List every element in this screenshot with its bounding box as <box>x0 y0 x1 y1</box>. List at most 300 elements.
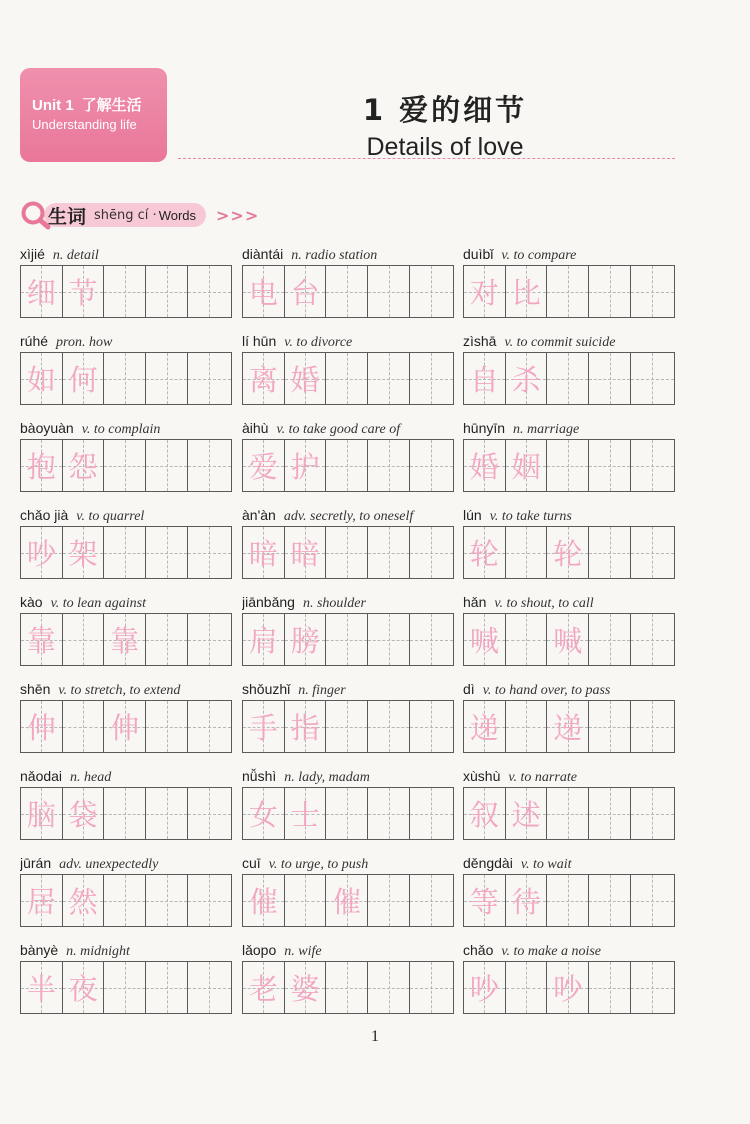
writing-grid <box>463 352 675 405</box>
writing-cell[interactable] <box>506 353 548 404</box>
vocab-item <box>463 592 675 664</box>
writing-cell[interactable] <box>547 527 589 578</box>
trace-character: 暗 <box>248 537 278 571</box>
writing-grid <box>242 526 454 579</box>
vocab-label <box>463 679 675 699</box>
writing-cell[interactable] <box>410 701 453 752</box>
vocab-label <box>463 853 675 873</box>
writing-grid <box>242 787 454 840</box>
chevrons-right-icon: >>> <box>216 205 260 225</box>
writing-cell[interactable] <box>188 962 231 1013</box>
writing-cell[interactable] <box>368 266 410 317</box>
trace-character: 婆 <box>290 972 320 1006</box>
writing-grid <box>463 961 675 1014</box>
vocab-label <box>242 418 454 438</box>
writing-cell[interactable] <box>326 788 368 839</box>
vocab-label <box>20 418 232 438</box>
section-label-pinyin: shēng cí · <box>94 207 157 223</box>
lesson-title <box>300 88 590 162</box>
vocab-definition: v. to urge, to push <box>268 857 369 872</box>
vocab-pinyin: lǎopo <box>242 942 277 958</box>
words-section-header <box>20 200 259 230</box>
vocab-pinyin: àihù <box>242 420 269 436</box>
writing-cell[interactable] <box>243 614 285 665</box>
trace-character: 伸 <box>110 711 140 745</box>
vocab-definition: v. to divorce <box>284 335 353 350</box>
vocab-pinyin: jiānbǎng <box>242 594 295 610</box>
vocab-item <box>463 766 675 838</box>
writing-cell[interactable] <box>188 875 231 926</box>
writing-cell[interactable] <box>243 788 285 839</box>
vocab-item <box>242 940 454 1012</box>
vocab-label <box>463 766 675 786</box>
trace-character: 然 <box>68 885 98 919</box>
vocab-label <box>463 505 675 525</box>
trace-character: 对 <box>469 276 499 310</box>
vocab-item <box>463 505 675 577</box>
trace-character: 待 <box>511 885 541 919</box>
trace-character: 台 <box>290 276 320 310</box>
writing-cell[interactable] <box>326 701 368 752</box>
writing-cell[interactable] <box>188 440 231 491</box>
writing-cell[interactable] <box>21 353 63 404</box>
writing-cell[interactable] <box>63 266 105 317</box>
vocab-pinyin: hǎn <box>463 594 487 610</box>
writing-cell[interactable] <box>589 266 631 317</box>
writing-cell[interactable] <box>368 527 410 578</box>
magnifier-icon <box>20 200 54 230</box>
trace-character: 半 <box>26 972 56 1006</box>
vocab-item <box>242 592 454 664</box>
trace-character: 婚 <box>290 363 320 397</box>
writing-cell[interactable] <box>464 527 506 578</box>
writing-cell[interactable] <box>326 440 368 491</box>
writing-grid <box>20 700 232 753</box>
trace-character: 靠 <box>110 624 140 658</box>
writing-cell[interactable] <box>285 614 327 665</box>
unit-title-en: Understanding life <box>32 117 137 132</box>
vocab-item <box>20 940 232 1012</box>
vocab-definition: v. to take turns <box>489 509 572 524</box>
vocab-item <box>20 418 232 490</box>
writing-cell[interactable] <box>506 440 548 491</box>
writing-cell[interactable] <box>104 962 146 1013</box>
writing-cell[interactable] <box>506 614 548 665</box>
writing-cell[interactable] <box>410 962 453 1013</box>
vocab-definition: adv. secretly, to oneself <box>283 509 414 524</box>
trace-character: 膀 <box>290 624 320 658</box>
writing-cell[interactable] <box>410 266 453 317</box>
writing-cell[interactable] <box>464 788 506 839</box>
writing-cell[interactable] <box>21 701 63 752</box>
vocab-item <box>463 418 675 490</box>
vocab-item <box>20 331 232 403</box>
writing-cell[interactable] <box>104 788 146 839</box>
writing-cell[interactable] <box>63 788 105 839</box>
vocab-definition: v. to narrate <box>508 770 577 785</box>
vocab-definition: v. to make a noise <box>501 944 602 959</box>
trace-character: 架 <box>68 537 98 571</box>
writing-cell[interactable] <box>21 266 63 317</box>
writing-cell[interactable] <box>188 701 231 752</box>
page-number: 1 <box>371 1028 379 1045</box>
vocab-definition: n. finger <box>298 683 346 698</box>
writing-grid <box>463 526 675 579</box>
vocab-label <box>20 505 232 525</box>
writing-cell[interactable] <box>188 266 231 317</box>
writing-grid <box>20 265 232 318</box>
writing-cell[interactable] <box>188 527 231 578</box>
writing-cell[interactable] <box>464 962 506 1013</box>
writing-cell[interactable] <box>410 614 453 665</box>
writing-cell[interactable] <box>104 875 146 926</box>
vocab-pinyin: nǚshì <box>242 768 277 784</box>
writing-cell[interactable] <box>285 440 327 491</box>
trace-character: 靠 <box>26 624 56 658</box>
writing-cell[interactable] <box>63 353 105 404</box>
vocab-definition: adv. unexpectedly <box>59 857 159 872</box>
vocab-definition: n. wife <box>284 944 322 959</box>
vocab-pinyin: shēn <box>20 681 51 697</box>
writing-cell[interactable] <box>104 266 146 317</box>
trace-character: 夜 <box>68 972 98 1006</box>
vocab-label <box>242 592 454 612</box>
writing-grid <box>242 961 454 1014</box>
vocab-label <box>242 505 454 525</box>
trace-character: 护 <box>290 450 320 484</box>
writing-grid <box>463 439 675 492</box>
writing-cell[interactable] <box>506 701 548 752</box>
vocab-label <box>20 679 232 699</box>
writing-cell[interactable] <box>326 527 368 578</box>
writing-cell[interactable] <box>506 875 548 926</box>
writing-cell[interactable] <box>243 266 285 317</box>
vocab-item <box>242 853 454 925</box>
writing-cell[interactable] <box>631 527 674 578</box>
vocab-item <box>242 244 454 316</box>
writing-grid <box>242 613 454 666</box>
writing-cell[interactable] <box>631 440 674 491</box>
trace-character: 女 <box>248 798 278 832</box>
trace-character: 指 <box>290 711 320 745</box>
writing-cell[interactable] <box>368 875 410 926</box>
trace-character: 如 <box>26 363 56 397</box>
writing-cell[interactable] <box>464 353 506 404</box>
vocab-definition: v. to wait <box>520 857 572 872</box>
vocab-pinyin: děngdài <box>463 855 513 871</box>
writing-cell[interactable] <box>547 266 589 317</box>
vocab-item <box>20 592 232 664</box>
writing-grid <box>20 613 232 666</box>
writing-cell[interactable] <box>631 962 674 1013</box>
writing-cell[interactable] <box>63 614 105 665</box>
vocab-definition: v. to take good care of <box>276 422 401 437</box>
writing-cell[interactable] <box>104 440 146 491</box>
writing-cell[interactable] <box>589 614 631 665</box>
vocab-definition: n. detail <box>52 248 99 263</box>
writing-cell[interactable] <box>589 353 631 404</box>
vocab-definition: v. to commit suicide <box>504 335 616 350</box>
vocab-pinyin: chǎo <box>463 942 494 958</box>
writing-grid <box>20 961 232 1014</box>
writing-cell[interactable] <box>146 614 188 665</box>
writing-grid <box>242 700 454 753</box>
writing-grid <box>20 439 232 492</box>
writing-cell[interactable] <box>146 875 188 926</box>
vocab-item <box>463 244 675 316</box>
vocab-item <box>20 766 232 838</box>
writing-cell[interactable] <box>631 614 674 665</box>
writing-cell[interactable] <box>21 527 63 578</box>
vocab-label <box>242 766 454 786</box>
trace-character: 轮 <box>469 537 499 571</box>
vocab-definition: n. lady, madam <box>284 770 370 785</box>
writing-cell[interactable] <box>547 701 589 752</box>
writing-cell[interactable] <box>506 962 548 1013</box>
trace-character: 手 <box>248 711 278 745</box>
trace-character: 居 <box>26 885 56 919</box>
writing-cell[interactable] <box>326 614 368 665</box>
vocab-pinyin: bàoyuàn <box>20 420 74 436</box>
lesson-title-en: Details of love <box>366 133 524 161</box>
writing-cell[interactable] <box>188 353 231 404</box>
vocab-definition: v. to quarrel <box>76 509 145 524</box>
writing-cell[interactable] <box>326 875 368 926</box>
writing-cell[interactable] <box>243 527 285 578</box>
writing-cell[interactable] <box>326 266 368 317</box>
writing-cell[interactable] <box>631 701 674 752</box>
writing-cell[interactable] <box>589 875 631 926</box>
writing-cell[interactable] <box>146 788 188 839</box>
writing-cell[interactable] <box>631 266 674 317</box>
trace-character: 喊 <box>553 624 583 658</box>
writing-grid <box>463 700 675 753</box>
writing-grid <box>242 352 454 405</box>
writing-cell[interactable] <box>547 353 589 404</box>
trace-character: 催 <box>332 885 362 919</box>
vocab-item <box>242 505 454 577</box>
writing-cell[interactable] <box>146 353 188 404</box>
writing-cell[interactable] <box>285 788 327 839</box>
writing-cell[interactable] <box>63 527 105 578</box>
writing-cell[interactable] <box>506 266 548 317</box>
writing-cell[interactable] <box>506 788 548 839</box>
writing-cell[interactable] <box>368 788 410 839</box>
writing-cell[interactable] <box>63 962 105 1013</box>
vocab-label <box>242 244 454 264</box>
writing-cell[interactable] <box>146 962 188 1013</box>
writing-cell[interactable] <box>589 788 631 839</box>
trace-character: 轮 <box>553 537 583 571</box>
writing-cell[interactable] <box>21 788 63 839</box>
writing-cell[interactable] <box>631 788 674 839</box>
trace-character: 何 <box>68 363 98 397</box>
vocab-pinyin: chǎo jià <box>20 507 69 523</box>
writing-cell[interactable] <box>410 788 453 839</box>
writing-cell[interactable] <box>589 527 631 578</box>
writing-cell[interactable] <box>368 440 410 491</box>
vocab-item <box>463 853 675 925</box>
vocab-item <box>20 853 232 925</box>
trace-character: 自 <box>469 363 499 397</box>
writing-grid <box>20 352 232 405</box>
vocab-definition: v. to complain <box>81 422 161 437</box>
vocab-definition: v. to hand over, to pass <box>482 683 611 698</box>
writing-cell[interactable] <box>589 440 631 491</box>
trace-character: 袋 <box>68 798 98 832</box>
vocab-label <box>20 244 232 264</box>
writing-cell[interactable] <box>243 440 285 491</box>
trace-character: 吵 <box>469 972 499 1006</box>
writing-cell[interactable] <box>243 701 285 752</box>
vocab-pinyin: jūrán <box>20 855 52 871</box>
writing-cell[interactable] <box>104 527 146 578</box>
writing-cell[interactable] <box>146 701 188 752</box>
writing-cell[interactable] <box>464 614 506 665</box>
section-label-en: Words <box>158 207 197 223</box>
writing-cell[interactable] <box>506 527 548 578</box>
writing-grid <box>20 874 232 927</box>
writing-cell[interactable] <box>326 353 368 404</box>
writing-cell[interactable] <box>63 440 105 491</box>
vocab-item <box>20 244 232 316</box>
trace-character: 婚 <box>469 450 499 484</box>
vocab-item <box>463 679 675 751</box>
writing-cell[interactable] <box>410 353 453 404</box>
writing-cell[interactable] <box>243 875 285 926</box>
writing-cell[interactable] <box>368 701 410 752</box>
trace-character: 细 <box>26 276 56 310</box>
vocab-pinyin: shǒuzhǐ <box>242 681 291 697</box>
trace-character: 等 <box>469 885 499 919</box>
writing-cell[interactable] <box>285 527 327 578</box>
unit-heading <box>32 94 167 115</box>
writing-cell[interactable] <box>547 614 589 665</box>
writing-cell[interactable] <box>464 440 506 491</box>
vocab-pinyin: kào <box>20 594 43 610</box>
trace-character: 递 <box>553 711 583 745</box>
writing-cell[interactable] <box>631 353 674 404</box>
vocab-pinyin: lún <box>463 507 482 523</box>
writing-cell[interactable] <box>104 353 146 404</box>
writing-cell[interactable] <box>547 440 589 491</box>
writing-cell[interactable] <box>285 875 327 926</box>
writing-cell[interactable] <box>21 875 63 926</box>
writing-cell[interactable] <box>410 440 453 491</box>
writing-cell[interactable] <box>285 701 327 752</box>
trace-character: 暗 <box>290 537 320 571</box>
vocab-pinyin: àn'àn <box>242 507 276 523</box>
section-label-cn: 生词 <box>48 205 87 228</box>
trace-character: 爱 <box>248 450 278 484</box>
vocab-item <box>20 505 232 577</box>
writing-cell[interactable] <box>547 875 589 926</box>
vocab-pinyin: bànyè <box>20 942 59 958</box>
writing-cell[interactable] <box>21 440 63 491</box>
writing-cell[interactable] <box>285 962 327 1013</box>
writing-cell[interactable] <box>285 353 327 404</box>
vocab-label <box>20 940 232 960</box>
trace-character: 怨 <box>68 450 98 484</box>
writing-cell[interactable] <box>368 614 410 665</box>
vocab-item <box>20 679 232 751</box>
vocab-pinyin: nǎodai <box>20 768 63 784</box>
writing-cell[interactable] <box>243 962 285 1013</box>
trace-character: 士 <box>290 798 320 832</box>
writing-cell[interactable] <box>589 701 631 752</box>
writing-cell[interactable] <box>326 962 368 1013</box>
writing-cell[interactable] <box>146 266 188 317</box>
vocab-pinyin: xìjié <box>20 246 45 262</box>
writing-cell[interactable] <box>21 962 63 1013</box>
writing-cell[interactable] <box>188 614 231 665</box>
writing-cell[interactable] <box>410 527 453 578</box>
vocab-item <box>242 766 454 838</box>
vocab-definition: v. to compare <box>501 248 577 263</box>
vocab-pinyin: diàntái <box>242 246 284 262</box>
writing-cell[interactable] <box>243 353 285 404</box>
vocab-label <box>20 853 232 873</box>
writing-grid <box>463 613 675 666</box>
vocab-pinyin: dì <box>463 681 475 697</box>
writing-cell[interactable] <box>464 701 506 752</box>
lesson-title-cn: 1 爱的细节 <box>362 93 528 127</box>
writing-cell[interactable] <box>368 962 410 1013</box>
writing-cell[interactable] <box>547 788 589 839</box>
writing-cell[interactable] <box>146 440 188 491</box>
trace-character: 比 <box>511 276 541 310</box>
writing-cell[interactable] <box>63 875 105 926</box>
vocab-label <box>463 592 675 612</box>
unit-tab <box>20 68 167 162</box>
trace-character: 姻 <box>511 450 541 484</box>
trace-character: 抱 <box>26 450 56 484</box>
writing-cell[interactable] <box>589 962 631 1013</box>
trace-character: 电 <box>248 276 278 310</box>
writing-cell[interactable] <box>188 788 231 839</box>
trace-character: 述 <box>511 798 541 832</box>
writing-cell[interactable] <box>285 266 327 317</box>
writing-cell[interactable] <box>104 614 146 665</box>
writing-grid <box>463 874 675 927</box>
writing-grid <box>242 439 454 492</box>
trace-character: 吵 <box>553 972 583 1006</box>
writing-grid <box>20 787 232 840</box>
vocab-definition: n. shoulder <box>302 596 366 611</box>
trace-character: 吵 <box>26 537 56 571</box>
vocab-label <box>463 940 675 960</box>
writing-cell[interactable] <box>146 527 188 578</box>
trace-character: 节 <box>68 276 98 310</box>
writing-cell[interactable] <box>410 875 453 926</box>
writing-grid <box>463 787 675 840</box>
writing-cell[interactable] <box>104 701 146 752</box>
vocab-pinyin: cuī <box>242 855 261 871</box>
vocab-label <box>242 940 454 960</box>
vocab-pinyin: rúhé <box>20 333 49 349</box>
writing-cell[interactable] <box>464 266 506 317</box>
writing-cell[interactable] <box>631 875 674 926</box>
unit-number: Unit 1 <box>32 97 74 114</box>
writing-cell[interactable] <box>63 701 105 752</box>
vocab-label <box>20 766 232 786</box>
writing-cell[interactable] <box>21 614 63 665</box>
writing-cell[interactable] <box>547 962 589 1013</box>
writing-cell[interactable] <box>368 353 410 404</box>
vocab-definition: n. radio station <box>291 248 378 263</box>
writing-cell[interactable] <box>464 875 506 926</box>
trace-character: 脑 <box>26 798 56 832</box>
